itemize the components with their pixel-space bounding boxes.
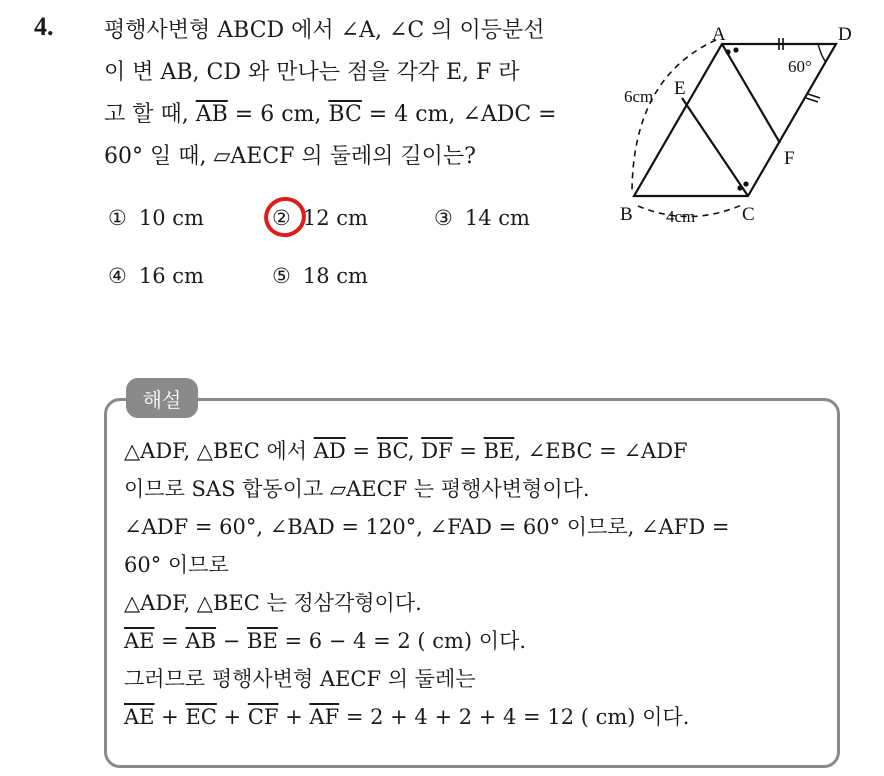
choice-3[interactable] [434,206,530,230]
question-text [104,10,604,178]
choice-4-text: 16 cm [138,264,204,288]
solution-line-6 [124,622,834,660]
s1-df: $\overline{DF}$ [421,439,453,463]
label-f: F [784,148,795,169]
question-line-1: 평행사변형 ABCD 에서 ∠A, ∠C 의 이등분선 [104,18,545,43]
s8-tail: = 2 + 4 + 2 + 4 = 12 ( cm) 이다. [339,705,690,729]
choice-4-number: ④ [108,264,127,288]
s8-cf: $\overline{CF}$ [247,705,279,729]
choice-2-text: 12 cm [302,206,368,230]
label-b: B [620,204,633,225]
solution-line-5: △ADF, △BEC 는 정삼각형이다. [124,591,422,615]
solution-line-7: 그러므로 평행사변형 AECF 의 둘레는 [124,667,476,691]
solution-line-3: ∠ADF = 60°, ∠BAD = 120°, ∠FAD = 60° 이므로, ∠AFD = [124,515,730,539]
dashed-arc-ab [632,40,716,194]
s1-eq1: = [345,439,377,463]
choice-3-number: ③ [434,206,453,230]
label-d: D [838,24,852,45]
segment-ab: $\overline{AB}$ [195,102,228,127]
choice-5-text: 18 cm [302,264,368,288]
label-angle-60: 60° [788,57,812,76]
s8-p3: + [278,705,310,729]
s1-comma: , [407,439,422,463]
choice-1-text: 10 cm [138,206,204,230]
solution-text [124,432,834,736]
label-a: A [712,24,726,45]
choice-3-text: 14 cm [464,206,530,230]
s8-ec: $\overline{EC}$ [185,705,217,729]
s1-eq2: = [452,439,484,463]
label-e: E [674,78,686,99]
question-line-2: 이 변 AB, CD 와 만나는 점을 각각 E, F 라 [104,60,520,85]
tick-df-1 [806,98,818,102]
solution-line-2: 이므로 SAS 합동이고 ▱AECF 는 평행사변형이다. [124,477,590,501]
label-side-bc: 4cm [666,207,696,226]
choice-5-number: ⑤ [272,264,291,288]
s8-p1: + [154,705,186,729]
choice-1[interactable] [108,206,204,230]
bisector-ce [682,98,748,196]
q3-pre: 고 할 때, [104,102,196,127]
answer-circle-mark [260,192,311,242]
segment-bc: $\overline{BC}$ [328,102,362,127]
bisector-af [722,44,780,143]
s6-eq: = [154,629,186,653]
question-line-4: 60° 일 때, ▱AECF 의 둘레의 길이는? [104,144,476,169]
label-side-ab: 6cm [624,87,654,106]
choice-5[interactable] [272,264,368,288]
angle-dot-a2 [733,47,738,52]
s6-ab: $\overline{AB}$ [185,629,217,653]
tick-df-2 [808,94,820,98]
solution-line-4: 60° 이므로 [124,553,229,577]
solution-line-8 [124,698,834,736]
question-number: 4. [34,12,54,41]
s1-ad: $\overline{AD}$ [313,439,346,463]
choice-2-number: ② [272,206,291,230]
solution-line-1 [124,432,834,470]
label-c: C [742,204,755,225]
angle-dot-c2 [743,181,748,186]
angle-arc-d [818,44,826,62]
s1-be: $\overline{BE}$ [483,439,515,463]
question-line-3 [104,94,604,136]
s6-be: $\overline{BE}$ [247,629,278,653]
s8-af: $\overline{AF}$ [309,705,340,729]
s1-tail: , ∠EBC = ∠ADF [514,439,688,463]
choice-4[interactable] [108,264,204,288]
choice-1-number: ① [108,206,127,230]
s8-p2: + [216,705,248,729]
angle-dot-c1 [737,185,742,190]
parallelogram-figure [612,18,862,238]
s8-ae: $\overline{AE}$ [124,705,155,729]
s1-bc: $\overline{BC}$ [376,439,408,463]
angle-dot-a1 [725,49,730,54]
s1-a: △ADF, △BEC 에서 [124,439,314,463]
s6-tail: = 6 − 4 = 2 ( cm) 이다. [277,629,527,653]
q3-post: = 4 cm, ∠ADC = [361,102,557,127]
s6-minus: − [216,629,248,653]
solution-tag: 해설 [126,378,198,418]
s6-ae: $\overline{AE}$ [124,629,155,653]
q3-mid: = 6 cm, [227,102,329,127]
